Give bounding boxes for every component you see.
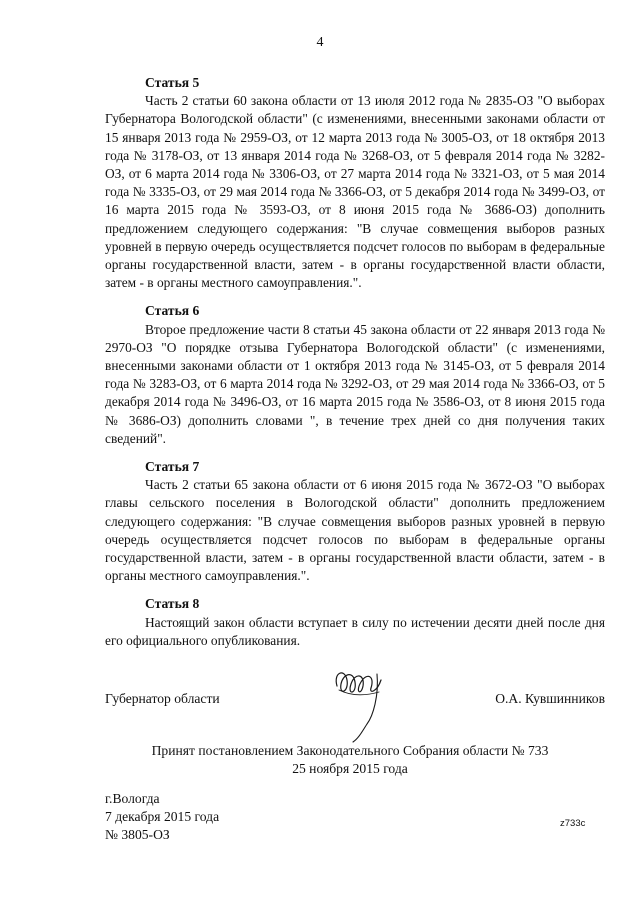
- city: г.Вологда: [105, 791, 160, 806]
- article-6: [105, 302, 605, 448]
- adoption-line: Принят постановлением Законодательного Собрания области № 733: [151, 743, 549, 758]
- article-text: Часть 2 статьи 60 закона области от 13 июля 2012 года № 2835-ОЗ "О выборах Губернатора Вологодской области" (с изменениями, внесенными законами области от 15 января 2013 года № 2959-ОЗ, от 12 марта 2013 года № 3005-ОЗ, от 18 октября 2013 года № 3178-ОЗ, от 13 января 2014 года № 3268-ОЗ, от 5 февраля 2014 года № 3282-ОЗ, от 6 марта 2014 года № 3306-ОЗ, от 27 марта 2014 года № 3321-ОЗ, от 5 мая 2014 года № 3335-ОЗ, от 29 мая 2014 года № 3366-ОЗ, от 5 декабря 2014 года № 3499-ОЗ, от 16 марта 2015 года № 3593-ОЗ, от 8 июня 2015 года № 3686-ОЗ) дополнить предложением следующего содержания: "В случае совмещения выборов разных уровней в первую очередь осуществляется подсчет голосов по выборам в федеральные органы государственной власти, затем - в органы государственной власти области, затем - в органы местного самоуправления.".: [105, 93, 605, 291]
- article-heading: Статья 7: [145, 459, 200, 475]
- adoption-note: [0, 742, 640, 778]
- law-body: [105, 74, 605, 660]
- governor-title: Губернатор области: [105, 691, 220, 706]
- law-number: № 3805-ОЗ: [105, 827, 170, 843]
- article-text: Настоящий закон области вступает в силу по истечении десяти дней после дня его официального опубликования.: [105, 614, 605, 648]
- article-heading: Статья 6: [145, 303, 200, 319]
- handwritten-signature: [331, 666, 411, 746]
- signing-date: 7 декабря 2015 года: [105, 809, 220, 825]
- adoption-date: 25 ноября 2015 года: [292, 761, 408, 777]
- article-5: [105, 74, 605, 292]
- article-text: Второе предложение части 8 статьи 45 закона области от 22 января 2013 года № 2970-ОЗ "О порядке отзыва Губернатора Вологодской области" (с изменениями, внесенными законами области от 1 октября 2013 года № 3145-ОЗ, от 5 февраля 2014 года № 3283-ОЗ, от 6 марта 2014 года № 3292-ОЗ, от 29 мая 2014 года № 3366-ОЗ, от 5 декабря 2014 года № 3496-ОЗ, от 16 марта 2015 года № 3586-ОЗ, от 8 июня 2015 года № 3686-ОЗ) дополнить словами ", в течение трех дней со дня получения таких сведений".: [105, 321, 605, 446]
- article-8: [105, 595, 605, 650]
- place-and-date: [105, 790, 219, 845]
- page-number: 4: [316, 35, 324, 50]
- article-7: [105, 458, 605, 585]
- article-heading: Статья 8: [145, 596, 200, 612]
- article-heading: Статья 5: [145, 75, 200, 90]
- article-text: Часть 2 статьи 65 закона области от 6 июня 2015 года № 3672-ОЗ "О выборах главы сельского поселения в Вологодской области" дополнить предложением следующего содержания: "В случае совмещения выборов разных уровней в первую очередь осуществляется подсчет голосов по выборам в федеральные органы государственной власти, затем - в органы государственной власти области, затем - в органы местного самоуправления.".: [105, 477, 605, 584]
- governor-name: О.А. Кувшинников: [495, 691, 605, 706]
- document-code: z733c: [560, 818, 586, 829]
